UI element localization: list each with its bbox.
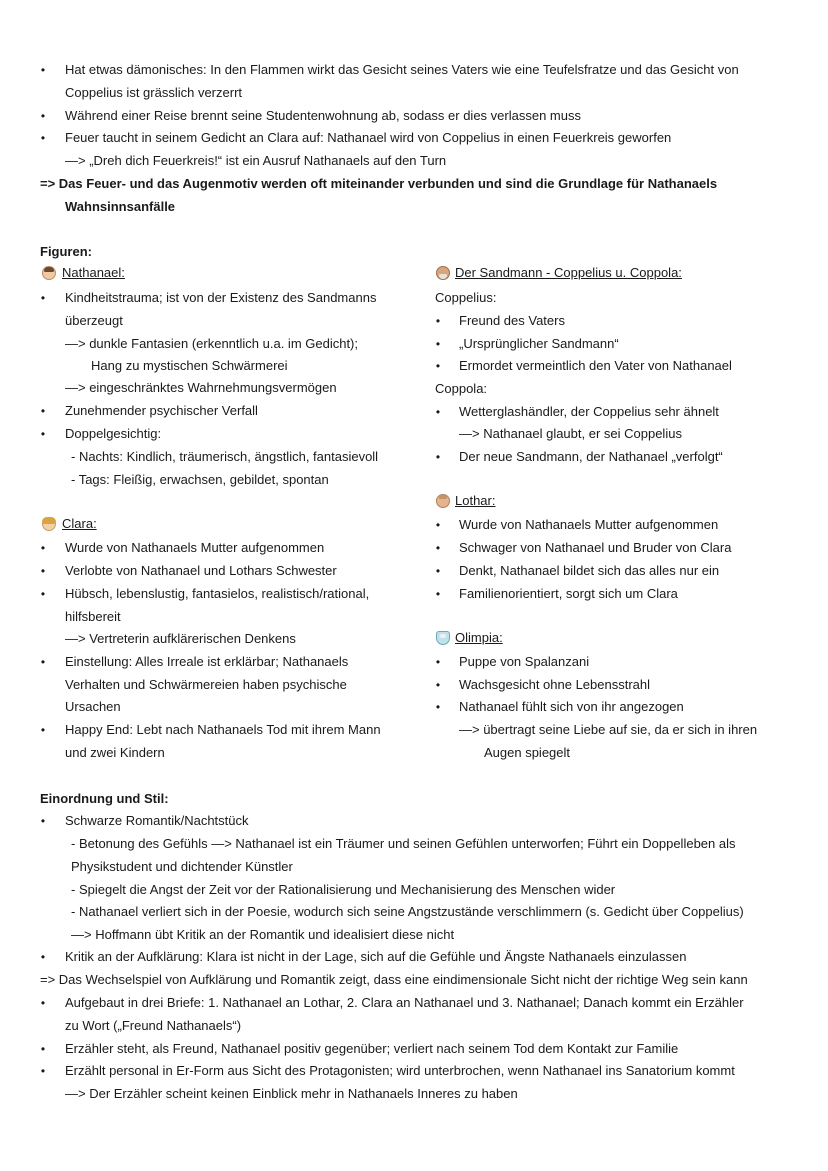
clara-line: Happy End: Lebt nach Nathanaels Tod mit ihrem Mann [65,722,381,737]
bullet-dot: • [435,518,441,532]
einordnung-line: —> Hoffmann übt Kritik an der Romantik und idealisiert diese nicht [71,927,455,942]
nathanael-line: - Nachts: Kindlich, träumerisch, ängstlich, fantasievoll [71,449,379,464]
clara-line: und zwei Kindern [65,745,165,760]
einordnung-line: Erzählt personal in Er-Form aus Sicht des Protagonisten; wird unterbrochen, wenn Nathanael ins Sanatorium kommt [65,1063,735,1078]
einordnung-line: Physikstudent und dichtender Künstler [71,859,293,874]
old-man-face-icon [436,266,450,280]
clara-line: Einstellung: Alles Irreale ist erklärbar; Nathanaels [65,654,349,669]
olimpia-line: Augen spiegelt [484,745,571,760]
einordnung-line: zu Wort („Freund Nathanaels“) [65,1018,242,1033]
intro-conclusion-line-1: => Das Feuer- und das Augenmotiv werden oft miteinander verbunden und sind die Grundlage für Nathanaels [40,176,718,191]
bullet-dot: • [40,427,46,441]
sandmann-line: —> Nathanael glaubt, er sei Coppelius [459,426,682,441]
bullet-dot: • [435,405,441,419]
lothar-line: Denkt, Nathanael bildet sich das alles nur ein [459,563,720,578]
nathanael-line: Zunehmender psychischer Verfall [65,403,258,418]
sandmann-line: Wetterglashändler, der Coppelius sehr ähnelt [459,404,719,419]
clara-line: hilfsbereit [65,609,121,624]
bullet-dot: • [40,655,46,669]
sandmann-line: „Ursprünglicher Sandmann“ [459,336,619,351]
intro-bullet-3-line-1: Feuer taucht in seinem Gedicht an Clara auf: Nathanael wird von Coppelius in einen Feuerkreis geworfen [65,130,672,145]
einordnung-line: Erzähler steht, als Freund, Nathanael positiv gegenüber; verliert nach seinem Tod dem Kontakt zur Familie [65,1041,679,1056]
sandmann-line: Coppola: [435,381,488,396]
clara-line: Verlobte von Nathanael und Lothars Schwester [65,563,337,578]
sandmann-line: Freund des Vaters [459,313,565,328]
einordnung-line: => Das Wechselspiel von Aufklärung und Romantik zeigt, dass eine eindimensionale Sicht nicht der richtige Weg sein kann [40,972,748,987]
bullet-dot: • [40,996,46,1010]
intro-conclusion-line-2: Wahnsinnsanfälle [65,199,176,214]
bullet-dot: • [435,587,441,601]
bullet-dot: • [40,564,46,578]
bullet-dot: • [40,291,46,305]
einordnung-line: - Betonung des Gefühls —> Nathanael ist ein Träumer und seinen Gefühlen unterworfen; Führt ein Doppelleben als [71,836,736,851]
lothar-line: Familienorientiert, sorgt sich um Clara [459,586,678,601]
bullet-dot: • [40,63,46,77]
bullet-dot: • [40,587,46,601]
einordnung-line: - Spiegelt die Angst der Zeit vor der Rationalisierung und Mechanisierung des Menschen wider [71,882,616,897]
sandmann-line: Ermordet vermeintlich den Vater von Nathanael [459,358,732,373]
nathanael-line: —> eingeschränktes Wahrnehmungsvermögen [65,380,337,395]
robot-doll-icon [436,631,450,645]
nathanael-title: Nathanael: [62,265,125,280]
olimpia-line: Wachsgesicht ohne Lebensstrahl [459,677,651,692]
clara-title: Clara: [62,516,97,531]
olimpia-title: Olimpia: [455,630,503,645]
nathanael-line: überzeugt [65,313,123,328]
intro-bullet-1-line-2: Coppelius ist grässlich verzerrt [65,85,243,100]
olimpia-line: Nathanael fühlt sich von ihr angezogen [459,699,684,714]
bullet-dot: • [435,541,441,555]
bullet-dot: • [435,450,441,464]
lothar-line: Schwager von Nathanael und Bruder von Clara [459,540,732,555]
intro-bullet-3-line-2: —> „Dreh dich Feuerkreis!“ ist ein Ausruf Nathanaels auf den Turn [65,153,447,168]
bullet-dot: • [435,337,441,351]
bullet-dot: • [40,109,46,123]
boy-face-icon [436,494,450,508]
lothar-line: Wurde von Nathanaels Mutter aufgenommen [459,517,719,532]
bullet-dot: • [435,564,441,578]
clara-line: Ursachen [65,699,121,714]
bullet-dot: • [435,359,441,373]
einordnung-line: - Nathanael verliert sich in der Poesie, wodurch sich seine Angstzustände verschlimmern (s. Gedicht über Coppelius) [71,904,744,919]
woman-face-icon [42,517,56,531]
clara-line: Wurde von Nathanaels Mutter aufgenommen [65,540,325,555]
nathanael-line: —> dunkle Fantasien (erkenntlich u.a. im Gedicht); [65,336,359,351]
olimpia-line: Puppe von Spalanzani [459,654,590,669]
sandmann-line: Coppelius: [435,290,497,305]
bullet-dot: • [40,1042,46,1056]
bullet-dot: • [40,950,46,964]
olimpia-line: —> übertragt seine Liebe auf sie, da er sich in ihren [459,722,758,737]
nathanael-line: Doppelgesichtig: [65,426,162,441]
intro-bullet-2: Während einer Reise brennt seine Studentenwohnung ab, sodass er dies verlassen muss [65,108,581,123]
sandmann-line: Der neue Sandmann, der Nathanael „verfolgt“ [459,449,723,464]
nathanael-line: Hang zu mystischen Schwärmerei [91,358,288,373]
einordnung-line: Aufgebaut in drei Briefe: 1. Nathanael an Lothar, 2. Clara an Nathanael und 3. Nathanael; Danach kommt ein Erzähler [65,995,744,1010]
bullet-dot: • [435,700,441,714]
bullet-dot: • [40,131,46,145]
bullet-dot: • [40,814,46,828]
intro-bullet-1-line-1: Hat etwas dämonisches: In den Flammen wirkt das Gesicht seines Vaters wie eine Teufelsfratze und das Gesicht von [65,62,739,77]
sandmann-title: Der Sandmann - Coppelius u. Coppola: [455,265,682,280]
man-face-icon [42,266,56,280]
bullet-dot: • [435,678,441,692]
bullet-dot: • [40,1064,46,1078]
bullet-dot: • [40,404,46,418]
bullet-dot: • [40,541,46,555]
bullet-dot: • [435,655,441,669]
clara-line: Hübsch, lebenslustig, fantasielos, realistisch/rational, [65,586,370,601]
figuren-heading: Figuren: [40,244,92,259]
bullet-dot: • [435,314,441,328]
einordnung-line: Schwarze Romantik/Nachtstück [65,813,249,828]
clara-line: —> Vertreterin aufklärerischen Denkens [65,631,296,646]
einordnung-line: Kritik an der Aufklärung: Klara ist nicht in der Lage, sich auf die Gefühle und Ängste Nathanaels einzulassen [65,949,687,964]
bullet-dot: • [40,723,46,737]
lothar-title: Lothar: [455,493,496,508]
einordnung-line: —> Der Erzähler scheint keinen Einblick mehr in Nathanaels Inneres zu haben [65,1086,518,1101]
clara-line: Verhalten und Schwärmereien haben psychische [65,677,347,692]
nathanael-line: Kindheitstrauma; ist von der Existenz des Sandmanns [65,290,377,305]
nathanael-line: - Tags: Fleißig, erwachsen, gebildet, spontan [71,472,329,487]
einordnung-heading: Einordnung und Stil: [40,791,169,806]
